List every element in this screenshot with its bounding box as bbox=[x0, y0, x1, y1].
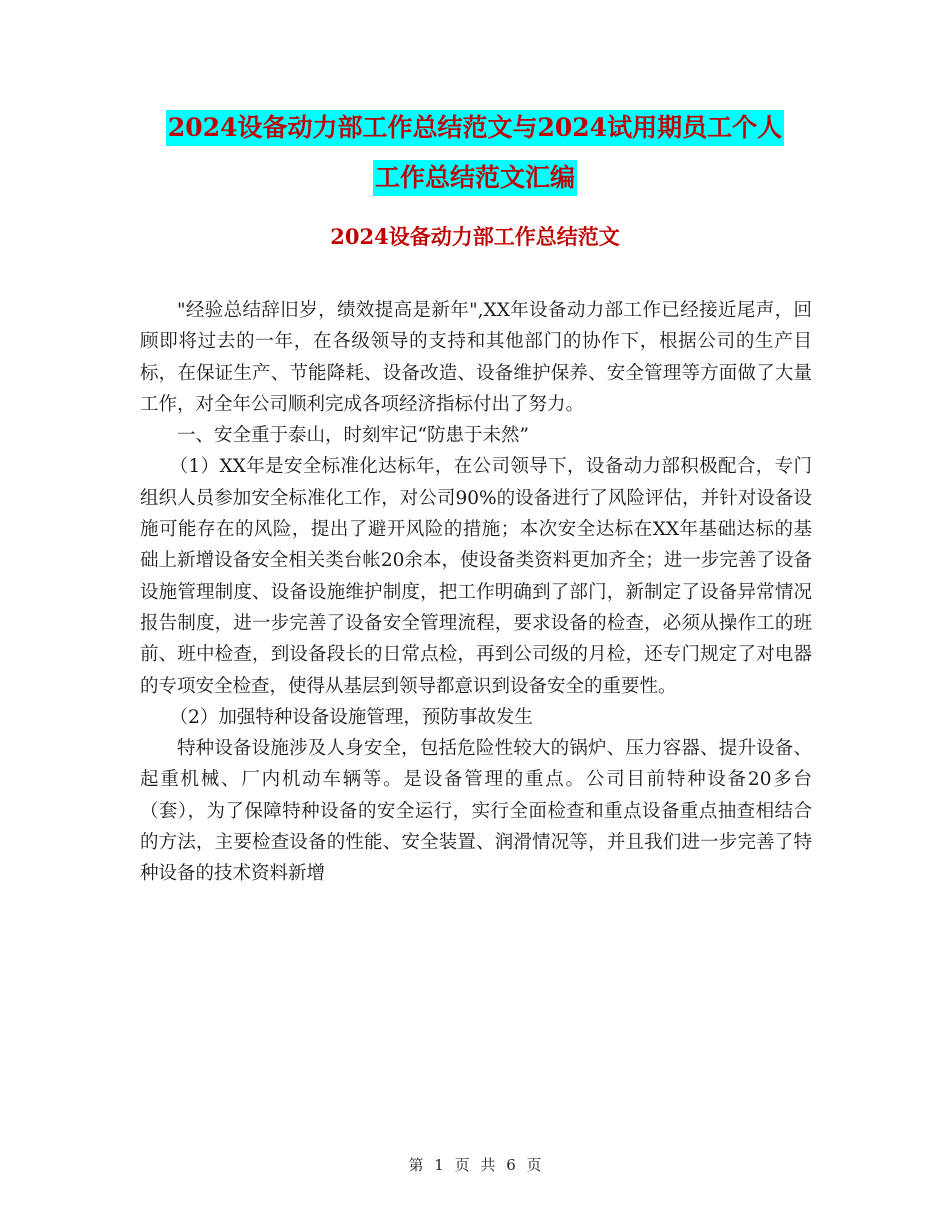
page-footer bbox=[0, 1154, 950, 1175]
document-title bbox=[130, 110, 820, 196]
paragraph-safety-1: （1）XX年是安全标准化达标年，在公司领导下，设备动力部积极配合，专门组织人员参加安全标准化工作，对公司90%的设备进行了风险评估，并针对设备设施可能存在的风险，提出了避开风险的措施；本次安全达标在XX年基础达标的基础上新增设备安全相关类台帐20余本，使设备类资料更加齐全；进一步完善了设备设施管理制度、设备设施维护制度，把工作明确到了部门，新制定了设备异常情况报告制度，进一步完善了设备安全管理流程，要求设备的检查，必须从操作工的班前、班中检查，到设备段长的日常点检，再到公司级的月检，还专门规定了对电器的专项安全检查，使得从基层到领导都意识到设备安全的重要性。 bbox=[140, 456, 812, 697]
paragraph-special-equipment: 特种设备设施涉及人身安全，包括危险性较大的锅炉、压力容器、提升设备、起重机械、厂内机动车辆等。是设备管理的重点。公司目前特种设备20多台（套），为了保障特种设备的安全运行，实行全面检查和重点设备重点抽查相结合的方法，主要检查设备的性能、安全装置、润滑情况等，并且我们进一步完善了特种设备的技术资料新增 bbox=[140, 738, 812, 885]
paragraph-intro: "经验总结辞旧岁，绩效提高是新年",XX年设备动力部工作已经接近尾声，回顾即将过去的一年，在各级领导的支持和其他部门的协作下，根据公司的生产目标，在保证生产、节能降耗、设备改造、设备维护保养、安全管理等方面做了大量工作，对全年公司顺利完成各项经济指标付出了努力。 bbox=[140, 300, 812, 415]
footer-total-pages: 6 bbox=[506, 1156, 516, 1174]
title-line-1: 2024设备动力部工作总结范文与2024试用期员工个人 bbox=[166, 110, 784, 146]
footer-total-label: 共 bbox=[480, 1156, 496, 1174]
footer-page-number: 1 bbox=[434, 1156, 444, 1174]
heading-safety: 一、安全重于泰山，时刻牢记“防患于未然” bbox=[177, 425, 529, 447]
footer-page-unit: 页 bbox=[454, 1156, 470, 1174]
footer-total-unit: 页 bbox=[526, 1156, 542, 1174]
footer-page-label: 第 bbox=[408, 1156, 424, 1174]
body-text bbox=[140, 295, 812, 890]
heading-special-equipment: （2）加强特种设备设施管理，预防事故发生 bbox=[169, 706, 533, 728]
title-line-2: 工作总结范文汇编 bbox=[373, 160, 577, 196]
section-title: 2024设备动力部工作总结范文 bbox=[330, 224, 620, 249]
